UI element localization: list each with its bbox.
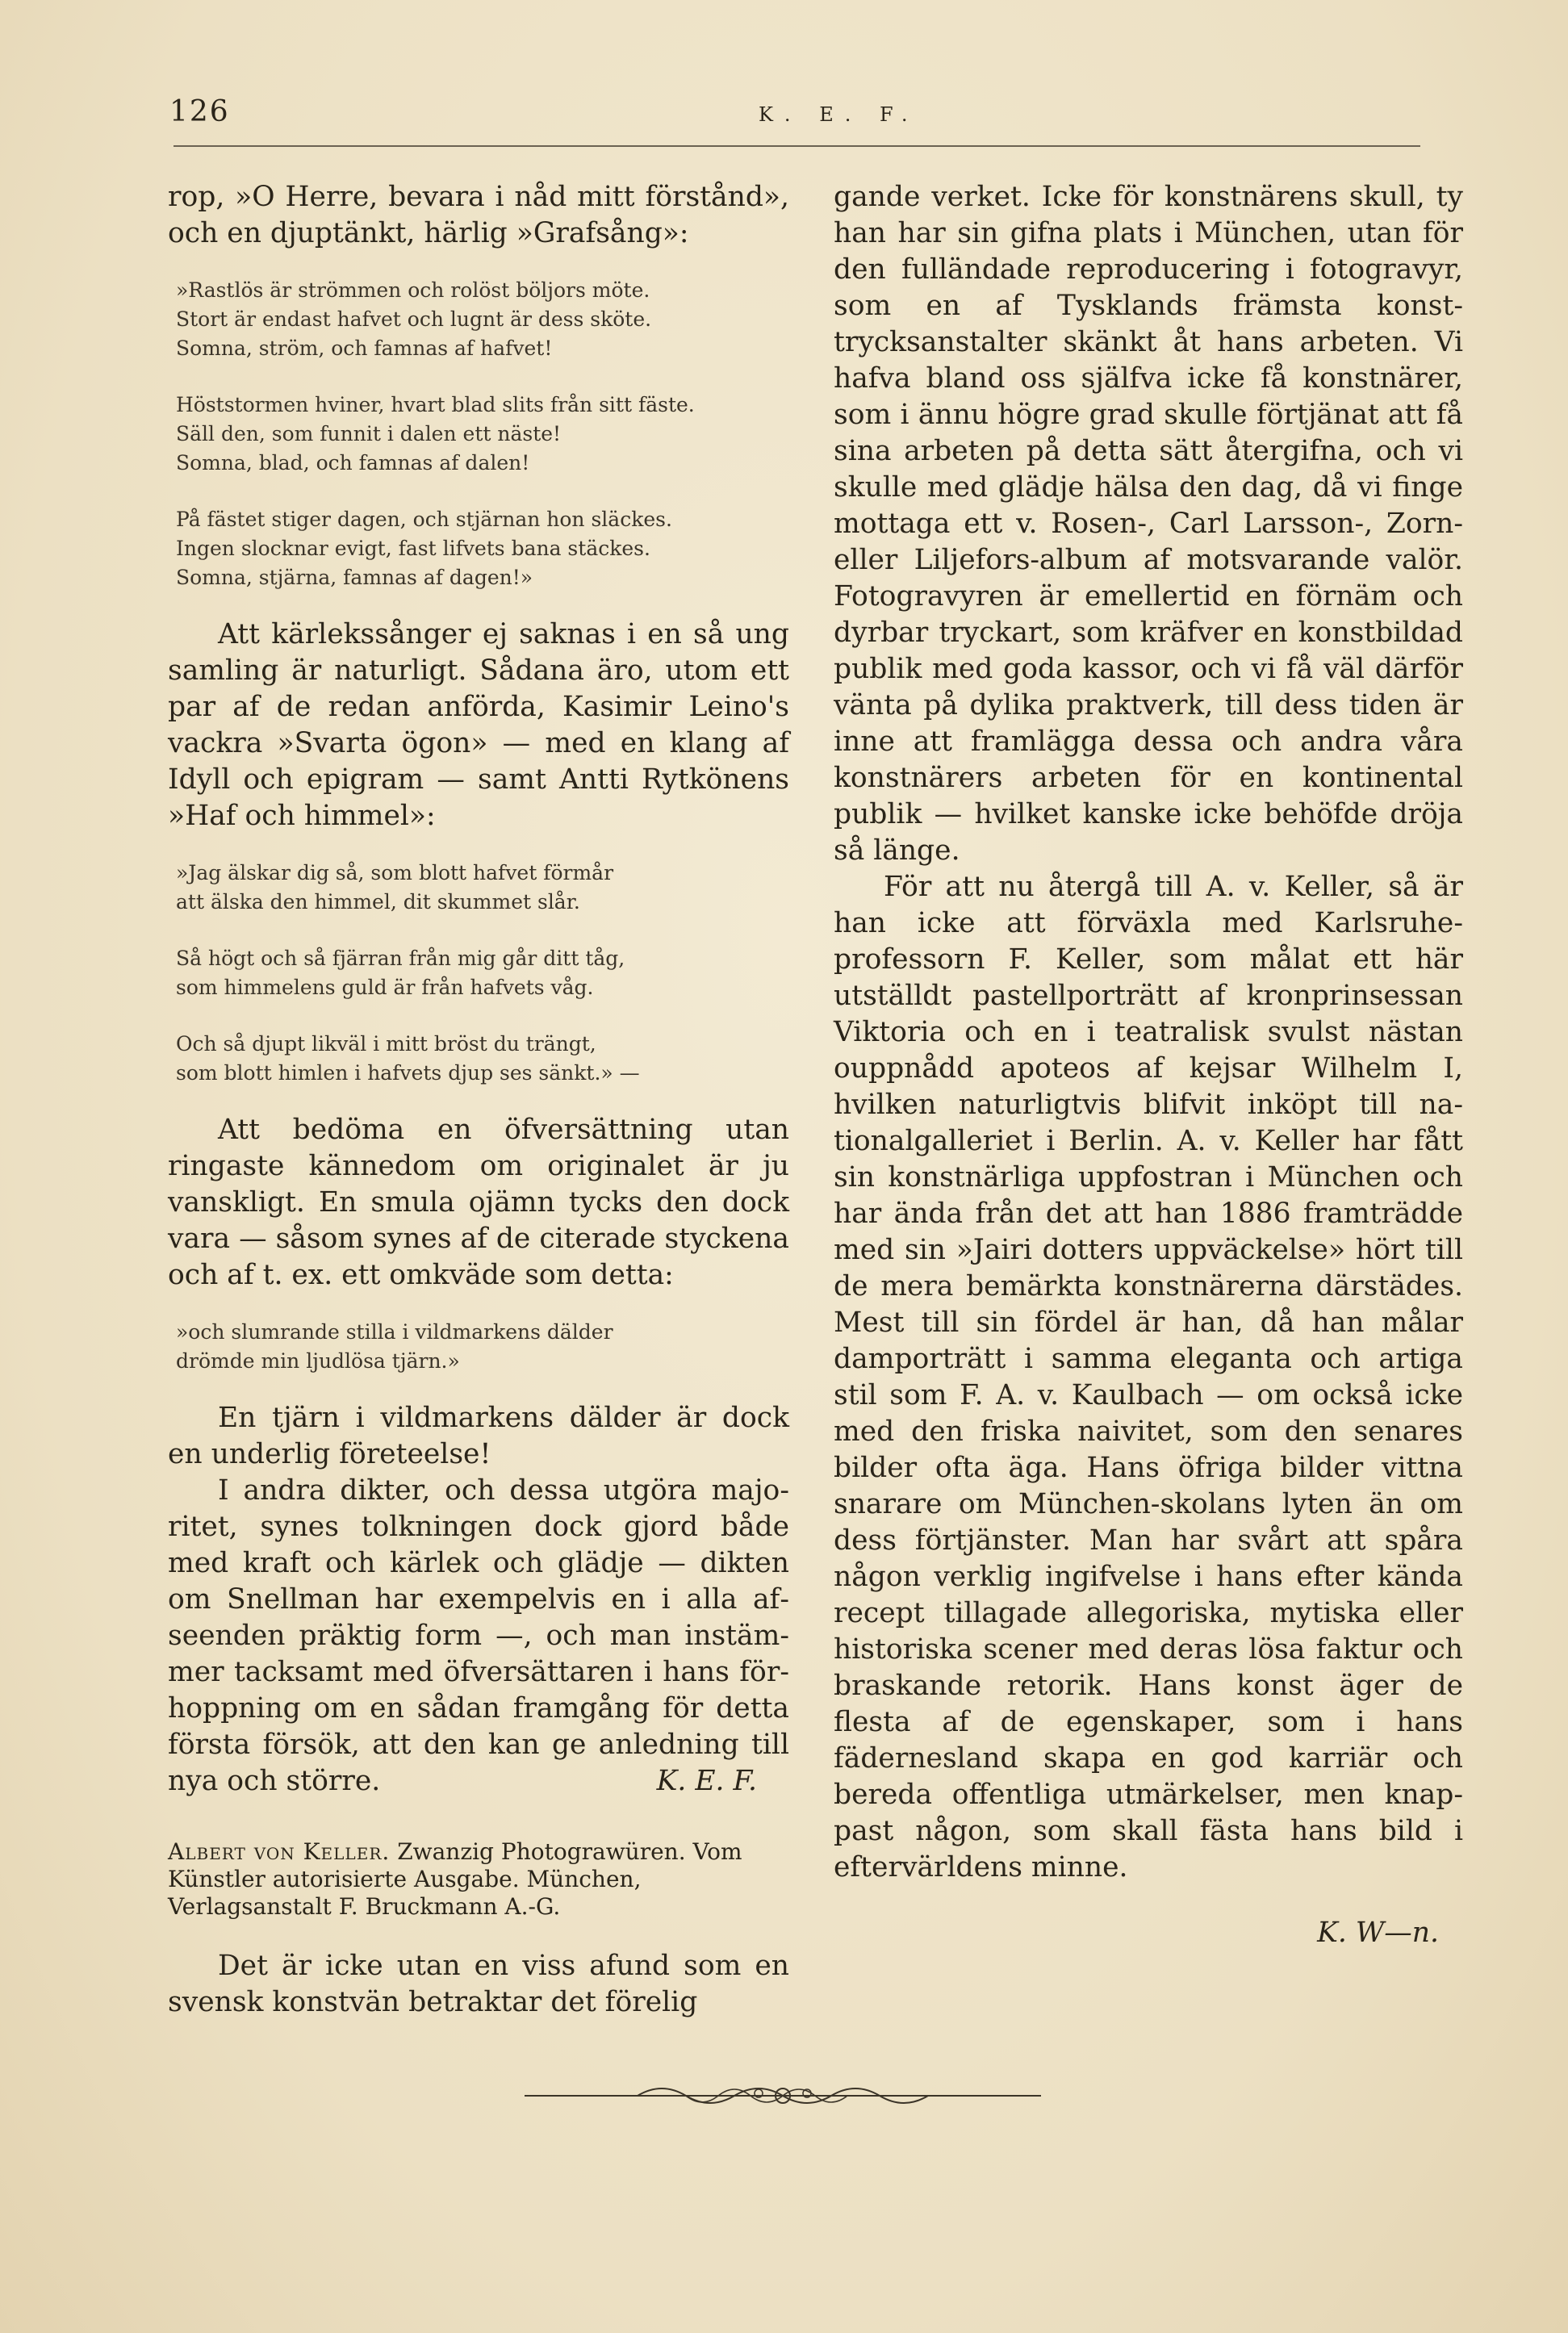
poem-line: Så högt och så fjärran från mig går ditt tåg, xyxy=(176,947,625,970)
poem-line: »Rastlös är strömmen och rolöst böljors möte. xyxy=(176,278,650,302)
poem-stanza xyxy=(176,1030,789,1088)
running-head: K. E. F. xyxy=(759,103,919,126)
poem-stanza xyxy=(176,944,789,1002)
page-number: 126 xyxy=(169,95,230,128)
paragraph-review-start: Det är icke utan en viss afund som en svensk konstvän betraktar det förelig xyxy=(168,1950,789,2018)
poem-stanza xyxy=(176,276,789,363)
page-header xyxy=(169,95,1420,144)
poem-line: Säll den, som funnit i dalen ett näste! xyxy=(176,422,562,445)
signature-kef: K. E. F. xyxy=(656,1765,757,1797)
poem-line: Somna, stjärna, famnas af dagen!» xyxy=(176,566,533,589)
poem-line: att älska den himmel, dit skummet slår. xyxy=(176,890,580,914)
poem-line: som himmelens guld är från hafvets våg. xyxy=(176,976,594,999)
poem-refrain xyxy=(176,1318,789,1376)
signature-kwn: K. W—n. xyxy=(1317,1917,1439,1949)
poem-line: Stort är endast hafvet och lugnt är dess sköte. xyxy=(176,307,652,331)
poem-stanza xyxy=(176,505,789,592)
ornament-divider-icon xyxy=(525,2076,1041,2116)
review-author: Albert von Keller. xyxy=(168,1838,391,1865)
poem-line: Somna, blad, och famnas af dalen! xyxy=(176,451,530,475)
intro-paragraph: rop, »O Herre, bevara i nåd mitt förstånd», och en djuptänkt, härlig »Grafsång»: xyxy=(168,181,789,249)
poem-line: drömde min ljudlösa tjärn.» xyxy=(176,1349,460,1373)
poem-line: Ingen slocknar evigt, fast lifvets bana stäckes. xyxy=(176,537,650,560)
poem-stanza xyxy=(176,859,789,917)
poem-stanza xyxy=(176,391,789,478)
poem-line: »Jag älskar dig så, som blott hafvet förmår xyxy=(176,861,614,884)
header-rule xyxy=(174,145,1420,147)
paragraph-review-cont: gande verket. Icke för konstnärens skull, ty han har sin gifna plats i München, utan för den fulländade reproducering i fotogravyr, som en af Tysklands främsta konsttrycksanstalter skänkt åt hans arbeten. Vi hafva bland oss själfva icke få konstnärer, som i ännu högre grad skulle förtjänat att få sina arbeten på detta sätt återgifna, och vi skulle med glädje hälsa den dag, då vi finge mottaga ett v. Rosen-, Carl Larsson-, Zorn- eller Liljefors-album af motsvarande valör. Fotogravyren är emellertid en förnäm och dyrbar tryckart, som kräfver en konstbildad publik med goda kassor, och vi få väl därför vänta på dylika praktverk, till dess tiden är inne att framlägga dessa och andra våra konstnärers arbeten för en kontinental publik — hvilket kanske icke behöfde dröja så länge. xyxy=(834,181,1463,867)
paragraph-translation: Att bedöma en öfversättning utan ringaste kännedom om originalet är ju vanskligt. En smula ojämn tycks den dock vara — såsom synes af de citerade styckena och af t. ex. ett omkväde som detta: xyxy=(168,1114,789,1291)
poem-line: »och slumrande stilla i vildmarkens dälder xyxy=(176,1320,613,1344)
left-column xyxy=(168,179,789,2021)
paragraph-conclusion xyxy=(168,1473,789,1800)
poem-grafsang xyxy=(176,276,789,592)
poem-line: Somna, ström, och famnas af hafvet! xyxy=(176,337,553,360)
paragraph-love-songs: Att kärlekssånger ej saknas i en så ung samling är naturligt. Sådana äro, utom ett par af de redan anförda, Kasimir Leino's vackra »Svarta ögon» — med en klang af Idyll och epigram — samt Antti Rytkönens »Haf och himmel»: xyxy=(168,618,789,832)
conclusion-text: I andra dikter, och dessa utgöra majoritet, synes tolkningen dock gjord både med kraft och kärlek och glädje — dikten om Snellman har exempelvis en i alla afseenden präktig form —, och man instämmer tacksamt med öfversättaren i hans förhoppning om en sådan framgång för detta första försök, att den kan ge anledning till nya och större. xyxy=(168,1474,789,1797)
poem-line: Och så djupt likväl i mitt bröst du trängt, xyxy=(176,1032,596,1056)
paragraph-keller: För att nu återgå till A. v. Keller, så är han icke att förväxla med Karlsruheprofessorn F. Keller, som målat ett här utställdt pastellporträtt af kronprinsessan Viktoria och en i teatralisk svulst nästan ouppnådd apoteos af kejsar Wilhelm I, hvilken naturligtvis blifvit inköpt till nationalgalleriet i Berlin. A. v. Keller har fått sin konstnärliga uppfostran i München och har ända från det att han 1886 framträdde med sin »Jairi dotters uppväckelse» hört till de mera bemärkta konstnärerna därstädes. Mest till sin fördel är han, då han målar damporträtt i samma eleganta och artiga stil som F. A. v. Kaulbach — om också icke med den friska naivitet, som den senares bilder ofta äga. Hans öfriga bilder vittna snarare om München-skolans lyten än om dess förtjänster. Man har svårt att spåra någon verklig ingifvelse i hans efter kända recept tillagade allegoriska, mytiska eller historiska scener med deras lösa faktur och braskande retorik. Hans konst äger de flesta af de egenskaper, som i hans fädernesland skapa en god karriär och bereda offentliga utmärkelser, men knappast någon, som skall fästa hans bild i eftervärldens minne. xyxy=(834,871,1463,1884)
paragraph-tjarn: En tjärn i vildmarkens dälder är dock en underlig företeelse! xyxy=(168,1402,789,1470)
poem-haf-och-himmel xyxy=(176,859,789,1088)
poem-line: Höststormen hviner, hvart blad slits från sitt fäste. xyxy=(176,393,695,416)
review-title: Zwanzig Photograwüren. Vom Künstler autorisierte Ausgabe. München, Verlagsanstalt F. Bruckmann A.-G. xyxy=(168,1838,742,1920)
poem-line: På fästet stiger dagen, och stjärnan hon släckes. xyxy=(176,508,672,531)
poem-line: som blott himlen i hafvets djup ses sänkt.» — xyxy=(176,1061,640,1085)
review-heading xyxy=(168,1838,789,1921)
right-column xyxy=(834,179,1463,1951)
